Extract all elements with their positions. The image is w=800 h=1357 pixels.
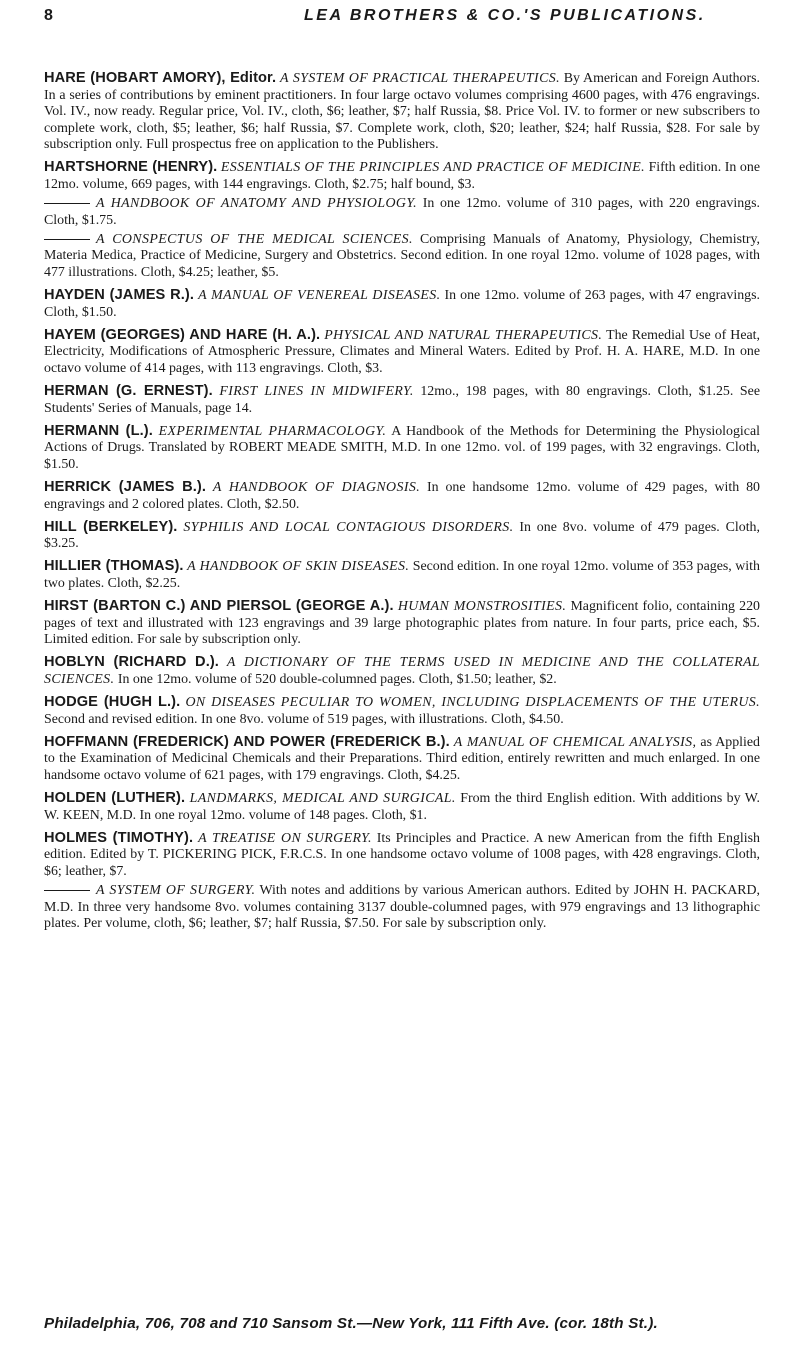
page-number: 8 <box>44 7 53 24</box>
entry-author: HAYEM (GEORGES) AND HARE (H. A.). <box>44 326 321 343</box>
catalog-entry <box>44 196 760 229</box>
catalog-entry <box>44 519 760 553</box>
entry-title: A SYSTEM OF SURGERY. <box>96 883 256 899</box>
ditto-rule <box>44 239 90 240</box>
ditto-rule <box>44 203 90 204</box>
entry-author: HOLMES (TIMOTHY). <box>44 829 194 846</box>
entry-description: Its Principles and Practice. A new American from the fifth English edition. Edited by T. PICKERING PICK, F.R.C.S. In one handsome octavo volume of 1008 pages, with 428 engravings. Cloth, $6; leather, $7. <box>44 830 760 879</box>
entry-author: HAYDEN (JAMES R.). <box>44 287 195 304</box>
entry-title: A HANDBOOK OF SKIN DISEASES. <box>187 559 410 575</box>
running-head: LEA BROTHERS & CO.'S PUBLICATIONS. <box>304 7 706 24</box>
entry-title: A TREATISE ON SURGERY. <box>198 830 372 846</box>
catalog-entry <box>44 287 760 321</box>
entry-description: In one 12mo. volume of 310 pages, with 220 engravings. Cloth, $1.75. <box>44 196 760 228</box>
catalog-entries <box>44 70 760 933</box>
ditto-rule <box>44 890 90 891</box>
entry-author: HIRST (BARTON C.) AND PIERSOL (GEORGE A.). <box>44 598 394 615</box>
catalog-entry <box>44 327 760 378</box>
entry-title: PHYSICAL AND NATURAL THERAPEUTICS. <box>324 327 603 343</box>
entry-author: HODGE (HUGH L.). <box>44 694 181 711</box>
catalog-entry <box>44 479 760 513</box>
catalog-entry <box>44 423 760 474</box>
entry-title: LANDMARKS, MEDICAL AND SURGICAL. <box>189 791 456 807</box>
catalog-entry <box>44 694 760 728</box>
entry-title: A HANDBOOK OF ANATOMY AND PHYSIOLOGY. <box>96 196 418 212</box>
entry-author: HARE (HOBART AMORY), Editor. <box>44 70 277 86</box>
entry-title: SYPHILIS AND LOCAL CONTAGIOUS DISORDERS. <box>183 519 514 535</box>
entry-title: A HANDBOOK OF DIAGNOSIS. <box>212 480 421 496</box>
entry-title: A MANUAL OF CHEMICAL ANALYSIS, <box>453 734 697 750</box>
entry-title: A DICTIONARY OF THE TERMS USED IN MEDICINE AND THE COLLATERAL SCIENCES. <box>44 655 760 687</box>
entry-description: With notes and additions by various American authors. Edited by JOHN H. PACKARD, M.D. In three very handsome 8vo. volumes containing 3137 double-columned pages, with 979 engravings and 13 lithographic plates. Per volume, cloth, $6; leather, $7; half Russia, $7.50. For sale by subscription only. <box>44 883 760 932</box>
entry-author: HILLIER (THOMAS). <box>44 558 184 575</box>
page-header <box>44 8 760 70</box>
entry-title: ON DISEASES PECULIAR TO WOMEN, INCLUDING DISPLACEMENTS OF THE UTERUS. <box>185 695 760 711</box>
entry-description: From the third English edition. With additions by W. W. KEEN, M.D. In one royal 12mo. volume of 148 pages. Cloth, $1. <box>44 791 761 823</box>
entry-description: In one handsome 12mo. volume of 429 pages, with 80 engravings and 2 colored plates. Cloth, $2.50. <box>44 480 760 512</box>
entry-author: HERMAN (G. ERNEST). <box>44 383 213 400</box>
entry-title: A MANUAL OF VENEREAL DISEASES. <box>198 288 441 304</box>
entry-description: The Remedial Use of Heat, Electricity, Modifications of Atmospheric Pressure, Climates and Mineral Waters. Edited by Prof. H. A. HARE, M.D. In one octavo volume of 414 pages, with 113 engravings. Cloth, $3. <box>44 327 760 376</box>
catalog-entry <box>44 232 760 282</box>
entry-author: HARTSHORNE (HENRY). <box>44 159 218 176</box>
entry-description: Magnificent folio, containing 220 pages of text and illustrated with 123 engravings and 39 large photographic plates from nature. In four parts, price each, $5. Limited edition. For sale by subscription only. <box>44 599 760 648</box>
entry-title: FIRST LINES IN MIDWIFERY. <box>219 384 414 400</box>
catalog-entry <box>44 830 760 881</box>
entry-description: as Applied to the Examination of Medicinal Chemicals and their Preparations. Third edition, entirely rewritten and much enlarged. In one handsome octavo volume of 621 pages, with 179 engravings. Cloth, $4.25. <box>44 734 760 783</box>
entry-description: Fifth edition. In one 12mo. volume, 669 pages, with 144 engravings. Cloth, $2.75; half bound, $3. <box>44 160 760 193</box>
catalog-entry <box>44 883 760 933</box>
publisher-address-footer: Philadelphia, 706, 708 and 710 Sansom St.—New York, 111 Fifth Ave. (cor. 18th St.). <box>44 1315 658 1332</box>
entry-description: By American and Foreign Authors. In a series of contributions by eminent practitioners. In four large octavo volumes comprising 4600 pages, with 476 engravings. Vol. IV., now ready. Regular price, Vol. IV., cloth, $6; leather, $7; half Russia, $8. Price Vol. IV. to former or new subscribers to complete work, cloth, $5; leather, $6; half Russia, $7. Complete work, cloth, $20; leather, $24; half Russia, $28. For sale by subscription only. Full prospectus free on application to the Publishers. <box>44 71 760 153</box>
catalog-entry <box>44 70 760 154</box>
catalog-entry <box>44 790 760 824</box>
entry-description: Second edition. In one royal 12mo. volume of 353 pages, with two plates. Cloth, $2.25. <box>44 559 760 592</box>
entry-title: HUMAN MONSTROSITIES. <box>397 599 567 615</box>
entry-description: In one 8vo. volume of 479 pages. Cloth, $3.25. <box>44 519 760 552</box>
catalog-entry <box>44 159 760 193</box>
entry-description: 12mo., 198 pages, with 80 engravings. Cloth, $1.25. See Students' Series of Manuals, page 14. <box>44 384 760 416</box>
entry-author: HOBLYN (RICHARD D.). <box>44 654 219 671</box>
catalog-entry <box>44 598 760 649</box>
entry-author: HILL (BERKELEY). <box>44 518 178 535</box>
catalog-entry <box>44 383 760 417</box>
entry-description: A Handbook of the Methods for Determining the Physiological Actions of Drugs. Translated by ROBERT MEADE SMITH, M.D. In one 12mo. vol. of 199 pages, with 32 engravings. Cloth, $1.50. <box>44 423 760 472</box>
entry-title: A CONSPECTUS OF THE MEDICAL SCIENCES. <box>96 231 413 247</box>
entry-description: Second and revised edition. In one 8vo. volume of 519 pages, with illustrations. Cloth, $4.50. <box>44 711 564 727</box>
catalog-entry <box>44 654 760 688</box>
entry-author: HERRICK (JAMES B.). <box>44 479 207 496</box>
entry-author: HOFFMANN (FREDERICK) AND POWER (FREDERICK B.). <box>44 733 450 750</box>
catalog-entry <box>44 734 760 785</box>
entry-description: In one 12mo. volume of 520 double-columned pages. Cloth, $1.50; leather, $2. <box>117 672 557 687</box>
entry-title: A SYSTEM OF PRACTICAL THERAPEUTICS. <box>280 71 560 86</box>
entry-description: Comprising Manuals of Anatomy, Physiology, Chemistry, Materia Medica, Practice of Medicine, Surgery and Obstetrics. Second edition. In one royal 12mo. volume of 1028 pages, with 477 illustrations. Cloth, $4.25; leather, $5. <box>44 231 760 281</box>
catalog-entry <box>44 558 760 592</box>
entry-title: EXPERIMENTAL PHARMACOLOGY. <box>158 423 387 439</box>
entry-author: HERMANN (L.). <box>44 422 153 439</box>
entry-title: ESSENTIALS OF THE PRINCIPLES AND PRACTICE OF MEDICINE. <box>220 160 645 176</box>
entry-author: HOLDEN (LUTHER). <box>44 790 186 807</box>
entry-description: In one 12mo. volume of 263 pages, with 47 engravings. Cloth, $1.50. <box>44 288 760 320</box>
